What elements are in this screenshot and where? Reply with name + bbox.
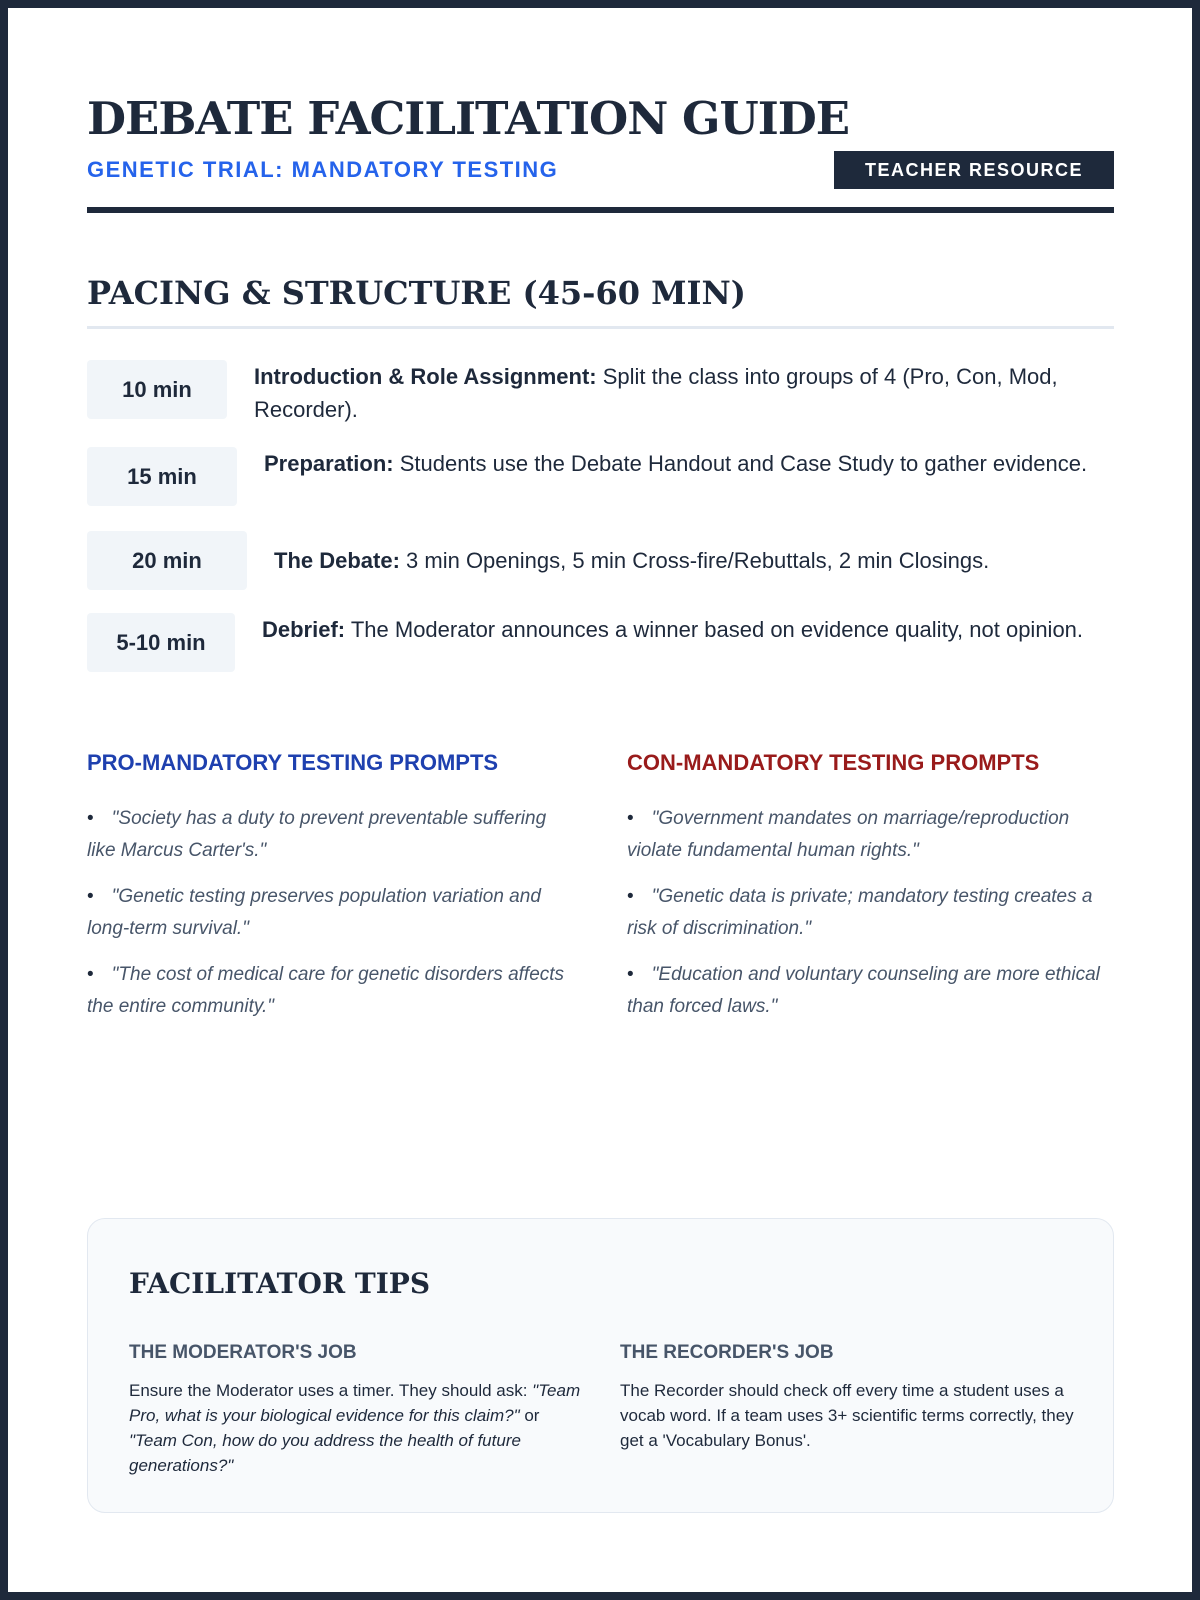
bullet-icon: • bbox=[627, 808, 634, 829]
moderator-text-part: Ensure the Moderator uses a timer. They should ask: bbox=[129, 1381, 533, 1400]
pacing-time-badge: 10 min bbox=[87, 360, 227, 419]
facilitator-tips-box bbox=[87, 1218, 1114, 1513]
pacing-description bbox=[274, 544, 1114, 577]
recorder-tip-title: THE RECORDER'S JOB bbox=[620, 1342, 834, 1363]
pacing-text: Students use the Debate Handout and Case Study to gather evidence. bbox=[393, 451, 1088, 476]
pro-prompts-column bbox=[87, 750, 577, 1037]
prompt-text: "Genetic testing preserves population variation and long-term survival." bbox=[87, 886, 541, 939]
moderator-tip-text bbox=[129, 1378, 584, 1478]
pacing-time-badge: 15 min bbox=[87, 447, 237, 506]
moderator-quote: "Team Con, how do you address the health of future generations?" bbox=[129, 1431, 521, 1475]
list-item bbox=[87, 959, 577, 1023]
pacing-text: The Moderator announces a winner based on evidence quality, not opinion. bbox=[345, 617, 1084, 642]
tips-title: FACILITATOR TIPS bbox=[129, 1267, 431, 1300]
list-item bbox=[627, 959, 1114, 1023]
pacing-label: The Debate: bbox=[274, 548, 400, 573]
prompt-text: "The cost of medical care for genetic disorders affects the entire community." bbox=[87, 964, 565, 1017]
list-item bbox=[627, 803, 1114, 867]
moderator-tip-title: THE MODERATOR'S JOB bbox=[129, 1342, 357, 1363]
bullet-icon: • bbox=[627, 886, 634, 907]
pro-prompts-list bbox=[87, 803, 577, 1023]
pro-prompts-title: PRO-MANDATORY TESTING PROMPTS bbox=[87, 750, 499, 775]
prompt-text: "Government mandates on marriage/reproduction violate fundamental human rights." bbox=[627, 808, 1070, 861]
bullet-icon: • bbox=[87, 808, 94, 829]
moderator-tip bbox=[129, 1342, 584, 1478]
bullet-icon: • bbox=[87, 886, 94, 907]
page-title: DEBATE FACILITATION GUIDE bbox=[87, 92, 850, 145]
page-subtitle: GENETIC TRIAL: MANDATORY TESTING bbox=[87, 157, 559, 182]
page bbox=[8, 8, 1192, 1592]
moderator-quote: "Team Pro, what is your biological evidence for this claim?" bbox=[129, 1381, 581, 1425]
prompt-text: "Education and voluntary counseling are more ethical than forced laws." bbox=[627, 964, 1100, 1017]
pacing-text: Split the class into groups of 4 (Pro, Con, Mod, Recorder). bbox=[254, 364, 1058, 422]
pacing-text: 3 min Openings, 5 min Cross-fire/Rebuttals, 2 min Closings. bbox=[399, 548, 990, 573]
pacing-label: Debrief: bbox=[262, 617, 346, 642]
list-item bbox=[627, 881, 1114, 945]
pacing-label: Introduction & Role Assignment: bbox=[254, 364, 597, 389]
pacing-time-badge: 5-10 min bbox=[87, 613, 235, 672]
pacing-divider bbox=[87, 326, 1114, 329]
bullet-icon: • bbox=[627, 964, 634, 985]
recorder-tip bbox=[620, 1342, 1075, 1453]
moderator-text-part: or bbox=[519, 1406, 540, 1425]
pacing-label: Preparation: bbox=[264, 451, 394, 476]
pacing-description bbox=[254, 360, 1114, 426]
header bbox=[87, 92, 1114, 182]
teacher-resource-badge: TEACHER RESOURCE bbox=[834, 151, 1114, 189]
pacing-time-badge: 20 min bbox=[87, 531, 247, 590]
pacing-description bbox=[264, 447, 1114, 480]
recorder-tip-text: The Recorder should check off every time a student uses a vocab word. If a team uses 3+ scientific terms correctly, they get a 'Vocabulary Bonus'. bbox=[620, 1381, 1074, 1450]
prompt-text: "Society has a duty to prevent preventable suffering like Marcus Carter's." bbox=[87, 808, 547, 861]
prompt-text: "Genetic data is private; mandatory testing creates a risk of discrimination." bbox=[627, 886, 1093, 939]
con-prompts-column bbox=[627, 750, 1114, 1037]
list-item bbox=[87, 803, 577, 867]
pacing-description bbox=[262, 613, 1114, 646]
list-item bbox=[87, 881, 577, 945]
header-divider bbox=[87, 207, 1114, 213]
pacing-title: PACING & STRUCTURE (45-60 MIN) bbox=[87, 274, 746, 312]
con-prompts-list bbox=[627, 803, 1114, 1023]
bullet-icon: • bbox=[87, 964, 94, 985]
con-prompts-title: CON-MANDATORY TESTING PROMPTS bbox=[627, 750, 1040, 775]
